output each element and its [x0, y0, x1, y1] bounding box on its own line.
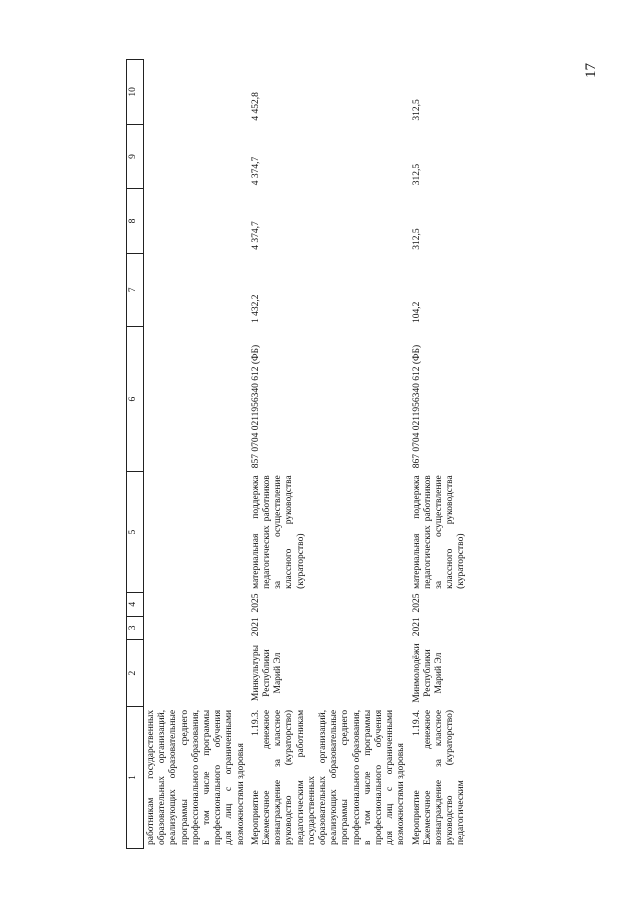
- cell-result: материальная поддержка педагогических работников за осуществление классного руководства (кураторство): [411, 475, 467, 589]
- cell-result: материальная поддержка педагогических работников за осуществление классного руководства (кураторство): [250, 475, 306, 589]
- col-header-3: 3: [127, 616, 144, 640]
- table-row: [249, 60, 410, 849]
- page-number: 17: [583, 63, 599, 78]
- cell-value-7: 1 432,2: [250, 294, 261, 323]
- col-header-7: 7: [127, 253, 144, 326]
- cell-result: [144, 472, 249, 593]
- col-header-4: 4: [127, 592, 144, 616]
- cell-end-year: [144, 592, 249, 616]
- cell-budget-code: [144, 326, 249, 471]
- cell-executor: [144, 640, 249, 707]
- col-header-10: 10: [127, 60, 144, 125]
- cell-executor: Минкультуры Республики Марий Эл: [250, 645, 284, 702]
- cell-start-year: 2021: [411, 617, 422, 637]
- cell-value-8: 4 374,7: [250, 221, 261, 250]
- cell-description: Мероприятие 1.19.4. Ежемесячное денежное вознаграждение за классное руководство (кураторство) педагогическим: [411, 709, 467, 845]
- table-row: [410, 60, 470, 849]
- cell-start-year: [144, 616, 249, 640]
- header-row: [127, 60, 144, 849]
- cell-value-9: 4 374,7: [250, 156, 261, 186]
- cell-value-9: [144, 124, 249, 189]
- cell-value-7: 104,2: [411, 301, 422, 323]
- cell-executor: Минмолодёжи Республики Марий Эл: [411, 643, 445, 703]
- col-header-6: 6: [127, 326, 144, 471]
- cell-value-10: 312,5: [411, 99, 422, 121]
- cell-value-8: 312,5: [411, 228, 422, 250]
- col-header-8: 8: [127, 189, 144, 254]
- cell-value-10: 4 452,8: [250, 92, 261, 121]
- cell-value-7: [144, 253, 249, 326]
- col-header-2: 2: [127, 640, 144, 707]
- col-header-1: 1: [127, 706, 144, 848]
- col-header-9: 9: [127, 124, 144, 189]
- col-header-5: 5: [127, 472, 144, 593]
- cell-description: работникам государственных образовательных организаций, реализующих образовательные программы среднего профессионального образования, в том числе программы профессионального обучения для лиц с ограниченными возможностями здоровья: [146, 709, 246, 845]
- cell-budget-code: 867 0704 0211956340 612 (ФБ): [411, 344, 422, 469]
- cell-end-year: 2025: [250, 593, 261, 613]
- cell-value-8: [144, 189, 249, 254]
- cell-value-10: [144, 60, 249, 125]
- cell-end-year: 2025: [411, 593, 422, 613]
- cell-description: Мероприятие 1.19.3. Ежемесячное денежное вознаграждение за классное руководство (кураторство) педагогическим работникам государственных образовательных организаций, реализующих образовательные программы среднего профессионального образования, в том числе программы профессионального обучения для лиц с ограниченными возможностями здоровья: [250, 709, 407, 845]
- cell-value-9: 312,5: [411, 163, 422, 186]
- data-table: [126, 59, 470, 849]
- table-row: [144, 60, 249, 849]
- cell-start-year: 2021: [250, 617, 261, 637]
- cell-budget-code: 857 0704 0211956340 612 (ФБ): [250, 344, 261, 469]
